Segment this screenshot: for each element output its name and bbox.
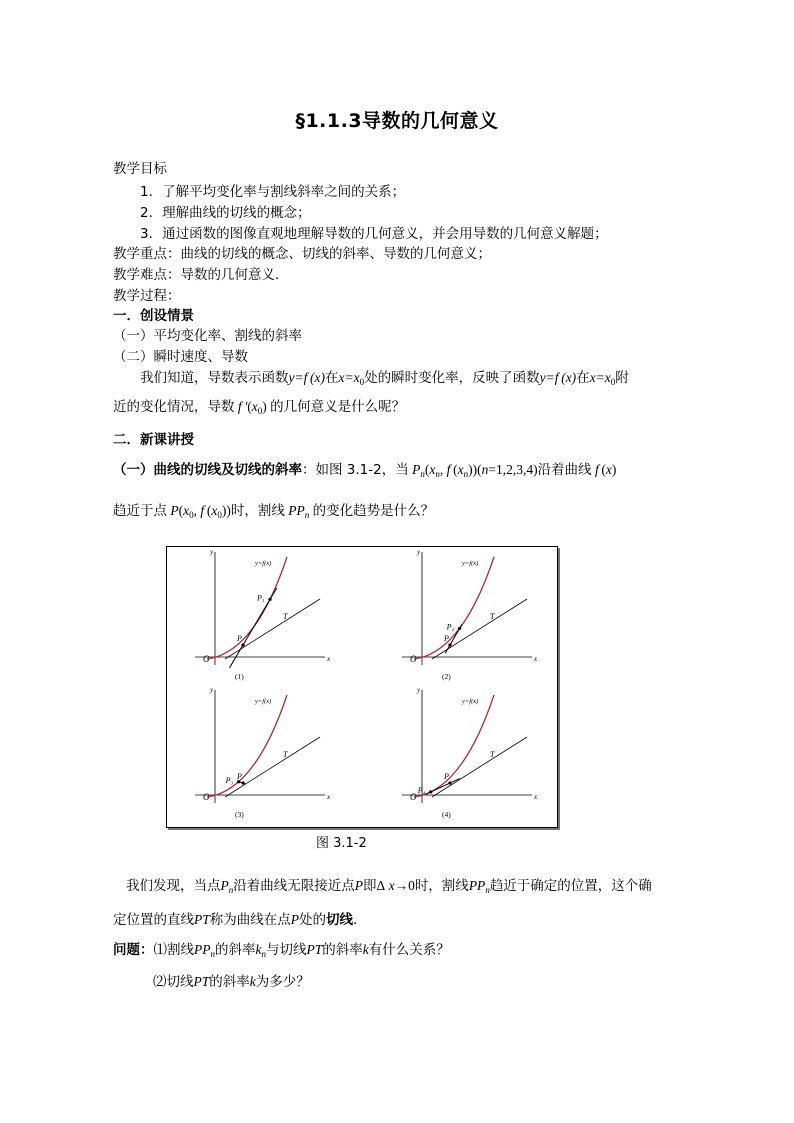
section1-paragraph-line2: 近的变化情况，导数 f $'(x_0)$ 的几何意义是什么呢？ [113, 399, 406, 416]
point-p [241, 781, 244, 784]
label-pn: P₁ [257, 593, 265, 603]
formula-f-prime-x0: f $'(x_0)$ [234, 399, 267, 416]
tangent-line-pt [225, 737, 320, 797]
formula-pn-2: $P_n$ [220, 878, 234, 895]
formula-pt-2: PT [306, 942, 323, 957]
y-axis-label: y [417, 686, 421, 694]
page-title: §1.1.3导数的几何意义 [295, 110, 499, 132]
label-curve: y=f(x) [255, 698, 272, 705]
label-curve: y=f(x) [255, 560, 272, 567]
discovery-line1: 我们发现，当点$P_n$沿着曲线无限接近点P即Δ x→0时，割线$PP_n$趋近于确定的位置，这个确 [126, 878, 652, 895]
label-t: T [283, 750, 288, 759]
label-pn: P₂ [446, 622, 455, 632]
formula-pt-3: PT [193, 974, 210, 989]
section1-paragraph-line1: 我们知道，导数表示函数y=f (x)在$x=x_0$处的瞬时变化率，反映了函数y=f (x)在$x=x_0$附 [140, 370, 629, 387]
label-p: P [444, 634, 449, 643]
process-heading: 教学过程： [113, 288, 181, 304]
formula-x-x0-2: $x=x_0$ [589, 370, 616, 387]
formula-y-fx-2: y=f (x) [539, 370, 577, 385]
label-t: T [283, 612, 288, 621]
section2-sub-line2: 趋近于点 $P(x_0$, f $(x_0)$)时，割线 $PP_n$ 的变化趋势是什么？ [113, 503, 435, 520]
label-curve: y=f(x) [462, 698, 479, 705]
key-points: 教学重点：曲线的切线的概念、切线的斜率、导数的几何意义； [113, 246, 491, 262]
objectives-heading: 教学目标 [113, 161, 167, 177]
figure-panel-4 [402, 686, 538, 819]
figure-panel-1 [195, 548, 331, 681]
question-line1: 问题：⑴割线$PP_n$的斜率$k_n$与切线PT的斜率k有什么关系？ [113, 942, 450, 959]
label-p: P [237, 772, 242, 781]
x-axis-label: x [534, 793, 538, 801]
tangent-line-pt [432, 737, 527, 797]
label-pn: P₃ [225, 775, 234, 785]
formula-fx: f (x) [591, 462, 617, 477]
section1-heading: 一．创设情景 [113, 308, 194, 324]
formula-p-2: P [290, 912, 300, 927]
formula-kn: $k_n$ [255, 942, 266, 959]
panel-label: (4) [442, 810, 451, 819]
formula-p: P [354, 878, 363, 893]
label-p: P [444, 772, 449, 781]
point-pn [268, 598, 271, 601]
curve-y-fx [207, 695, 287, 797]
objective-item-1: 1．了解平均变化率与割线斜率之间的关系； [140, 184, 406, 200]
formula-p-x0: $P(x_0$, f $(x_0)$) [167, 503, 231, 520]
tangent-line-pt [225, 599, 320, 659]
figure-panel-3 [195, 686, 331, 819]
y-axis-label: y [417, 548, 421, 556]
section2-sub-line1: （一）曲线的切线及切线的斜率：如图 3.1-2，当 $P_n(x_n$, f $(x_n))(n=1,2,3,4)$沿着曲线 f (x) [113, 462, 617, 479]
panel-label: (3) [235, 810, 244, 819]
figure-caption: 图 3.1-2 [316, 836, 367, 851]
curve-y-fx [414, 557, 494, 659]
objective-item-3: 3．通过函数的图像直观地理解导数的几何意义，并会用导数的几何意义解题； [140, 226, 608, 242]
section1-sub2: （二）瞬时速度、导数 [113, 349, 248, 365]
point-p [448, 643, 451, 646]
x-axis-label: x [327, 655, 331, 663]
figure-3-1-2 [166, 546, 558, 828]
formula-pn: $P_n(x_n$, f $(x_n))(n=1,2,3,4)$ [408, 462, 538, 479]
origin-label: O [410, 792, 417, 802]
point-p [448, 781, 451, 784]
formula-ppn-3: $PP_n$ [194, 942, 215, 959]
formula-k-2: k [249, 974, 256, 989]
question-line2: ⑵切线PT的斜率k为多少？ [153, 974, 310, 990]
figure-svg [167, 547, 557, 827]
curve-y-fx [414, 695, 494, 797]
panel-label: (1) [235, 672, 244, 681]
formula-x-x0: $x=x_0$ [338, 370, 365, 387]
label-t: T [490, 612, 495, 621]
panel-label: (2) [442, 672, 451, 681]
point-p [241, 643, 244, 646]
formula-y-fx: y=f (x) [288, 370, 326, 385]
label-p: P [237, 634, 242, 643]
x-axis-label: x [534, 655, 538, 663]
point-pn [429, 790, 432, 793]
section2-heading: 二．新课讲授 [113, 432, 194, 448]
difficulty: 教学难点：导数的几何意义． [113, 267, 289, 283]
formula-k: k [362, 942, 369, 957]
figure-panel-2 [402, 548, 538, 681]
x-axis-label: x [327, 793, 331, 801]
formula-delta-x: Δ x→0 [376, 878, 415, 893]
label-t: T [490, 750, 495, 759]
y-axis-label: y [210, 686, 214, 694]
section1-sub1: （一）平均变化率、割线的斜率 [113, 328, 302, 344]
origin-label: O [203, 792, 210, 802]
formula-pt: PT [194, 912, 210, 927]
curve-y-fx [207, 557, 287, 659]
point-pn [458, 627, 461, 630]
y-axis-label: y [210, 548, 214, 556]
label-curve: y=f(x) [462, 560, 479, 567]
discovery-line2: 定位置的直线PT称为曲线在点P处的切线. [113, 912, 358, 928]
formula-ppn: $PP_n$ [284, 503, 310, 520]
formula-ppn-2: $PP_n$ [468, 878, 490, 895]
origin-label: O [410, 654, 417, 664]
objective-item-2: 2．理解曲线的切线的概念； [140, 205, 311, 221]
origin-label: O [203, 654, 210, 664]
label-pn: P₄ [417, 785, 426, 795]
